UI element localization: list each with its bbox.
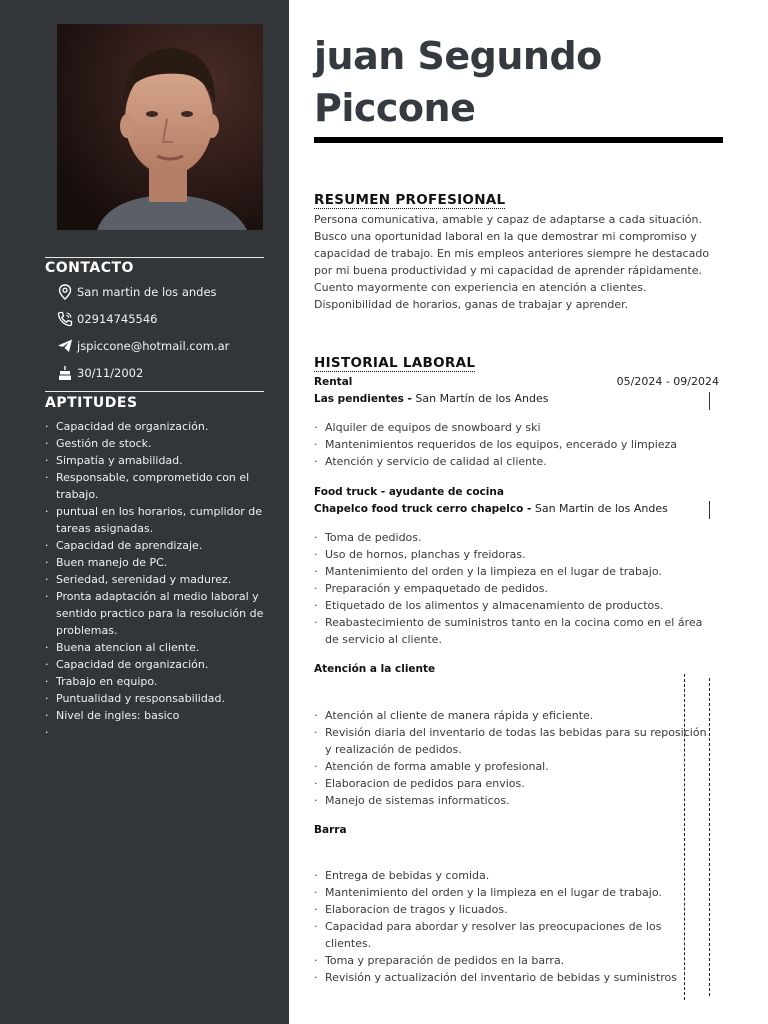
job-tasks bbox=[314, 419, 709, 470]
skill-item: · Capacidad de organización. bbox=[45, 418, 265, 435]
task-item: · Capacidad para abordar y resolver las preocupaciones de los clientes. bbox=[314, 918, 709, 952]
task-item: · Mantenimiento del orden y la limpieza en el lugar de trabajo. bbox=[314, 884, 709, 901]
job-side-bar bbox=[709, 501, 710, 519]
contact-heading: CONTACTO bbox=[45, 260, 134, 276]
task-item: · Toma y preparación de pedidos en la barra. bbox=[314, 952, 709, 969]
task-item: · Etiquetado de los alimentos y almacenamiento de productos. bbox=[314, 597, 709, 614]
name-line-2: Piccone bbox=[314, 86, 476, 130]
dashed-divider-left bbox=[684, 674, 685, 1000]
skill-item: · Simpatía y amabilidad. bbox=[45, 452, 265, 469]
skill-item: · Responsable, comprometido con el trabajo. bbox=[45, 469, 265, 503]
summary-heading: RESUMEN PROFESIONAL bbox=[314, 192, 506, 208]
skill-item: · Buen manejo de PC. bbox=[45, 554, 265, 571]
company-location: San Martín de los Andes bbox=[411, 392, 549, 405]
skill-item: · Trabajo en equipo. bbox=[45, 673, 265, 690]
skill-item: · Gestión de stock. bbox=[45, 435, 265, 452]
email-text: jspiccone@hotmail.com.ar bbox=[77, 339, 230, 353]
task-item: · Atención de forma amable y profesional. bbox=[314, 758, 709, 775]
contact-phone bbox=[57, 309, 157, 329]
task-item: · Revisión diaria del inventario de todas las bebidas para su reposición y realización de pedidos. bbox=[314, 724, 709, 758]
job-dates: 05/2024 - 09/2024 bbox=[616, 375, 719, 388]
contact-location bbox=[57, 282, 217, 302]
skill-item: · Nivel de ingles: basico bbox=[45, 707, 265, 724]
job-title: Food truck - ayudante de cocina bbox=[314, 486, 504, 498]
phone-icon bbox=[57, 311, 73, 327]
job-company bbox=[314, 392, 548, 405]
skill-item: · Seriedad, serenidad y madurez. bbox=[45, 571, 265, 588]
skills-list bbox=[45, 418, 265, 741]
task-item: · Revisión y actualización del inventario de bebidas y suministros bbox=[314, 969, 709, 986]
sidebar bbox=[0, 0, 289, 1024]
skills-divider bbox=[45, 391, 264, 392]
job-tasks bbox=[314, 867, 709, 986]
summary-paragraph: Cuento mayormente con experiencia en atención a clientes. bbox=[314, 281, 647, 294]
task-item: · Uso de hornos, planchas y freidoras. bbox=[314, 546, 709, 563]
task-item: · Alquiler de equipos de snowboard y ski bbox=[314, 419, 709, 436]
skill-item: · Puntualidad y responsabilidad. bbox=[45, 690, 265, 707]
task-item: · Manejo de sistemas informaticos. bbox=[314, 792, 709, 809]
name-line-1: juan Segundo bbox=[314, 34, 602, 78]
skill-item: · Capacidad de organización. bbox=[45, 656, 265, 673]
contact-divider bbox=[45, 257, 264, 258]
cake-icon bbox=[57, 365, 73, 381]
task-item: · Toma de pedidos. bbox=[314, 529, 709, 546]
summary-text bbox=[314, 211, 724, 313]
company-name: Las pendientes - bbox=[314, 393, 412, 405]
skill-item: · Pronta adaptación al medio laboral y sentido practico para la resolución de problemas. bbox=[45, 588, 265, 639]
skills-heading: APTITUDES bbox=[45, 395, 138, 411]
job-title: Rental bbox=[314, 376, 353, 388]
summary-paragraph: Persona comunicativa, amable y capaz de adaptarse a cada situación. Busco una oportunidad laboral en la que demostrar mi compromiso y capacidad de trabajo. En mis empleos anteriores siempre he destacado por mi buena productividad y mi capacidad de aprender rápidamente. bbox=[314, 213, 710, 277]
profile-photo bbox=[57, 24, 263, 230]
paper-plane-icon bbox=[57, 338, 73, 354]
skill-item: · Buena atencion al cliente. bbox=[45, 639, 265, 656]
task-item: · Mantenimiento del orden y la limpieza en el lugar de trabajo. bbox=[314, 563, 709, 580]
task-item: · Preparación y empaquetado de pedidos. bbox=[314, 580, 709, 597]
task-item: · Atención al cliente de manera rápida y eficiente. bbox=[314, 707, 709, 724]
map-pin-icon bbox=[57, 284, 73, 300]
contact-birthdate bbox=[57, 363, 143, 383]
job-title: Barra bbox=[314, 824, 347, 836]
task-item: · Entrega de bebidas y comida. bbox=[314, 867, 709, 884]
contact-email bbox=[57, 336, 229, 356]
company-name: Chapelco food truck cerro chapelco - bbox=[314, 503, 532, 515]
skill-item-empty bbox=[45, 724, 265, 741]
task-item: · Elaboracion de pedidos para envios. bbox=[314, 775, 709, 792]
history-heading: HISTORIAL LABORAL bbox=[314, 355, 476, 371]
phone-text: 02914745546 bbox=[77, 312, 158, 326]
job-tasks bbox=[314, 529, 709, 648]
summary-paragraph: Disponibilidad de horarios, ganas de trabajar y aprender. bbox=[314, 298, 629, 311]
job-side-bar bbox=[709, 392, 710, 410]
job-company bbox=[314, 502, 668, 515]
task-item: · Elaboracion de tragos y licuados. bbox=[314, 901, 709, 918]
location-text: San martin de los andes bbox=[77, 285, 217, 299]
job-title: Atención a la cliente bbox=[314, 663, 436, 675]
skill-item: · puntual en los horarios, cumplidor de tareas asignadas. bbox=[45, 503, 265, 537]
candidate-name bbox=[314, 30, 734, 134]
job-tasks bbox=[314, 707, 709, 809]
dashed-divider-right bbox=[709, 678, 710, 996]
company-location: San Martin de los Andes bbox=[531, 502, 668, 515]
birthdate-text: 30/11/2002 bbox=[77, 366, 144, 380]
task-item: · Mantenimientos requeridos de los equipos, encerado y limpieza bbox=[314, 436, 709, 453]
task-item: · Reabastecimiento de suministros tanto en la cocina como en el área de servicio al cliente. bbox=[314, 614, 709, 648]
name-underline bbox=[314, 137, 723, 143]
skill-item: · Capacidad de aprendizaje. bbox=[45, 537, 265, 554]
task-item: · Atención y servicio de calidad al cliente. bbox=[314, 453, 709, 470]
